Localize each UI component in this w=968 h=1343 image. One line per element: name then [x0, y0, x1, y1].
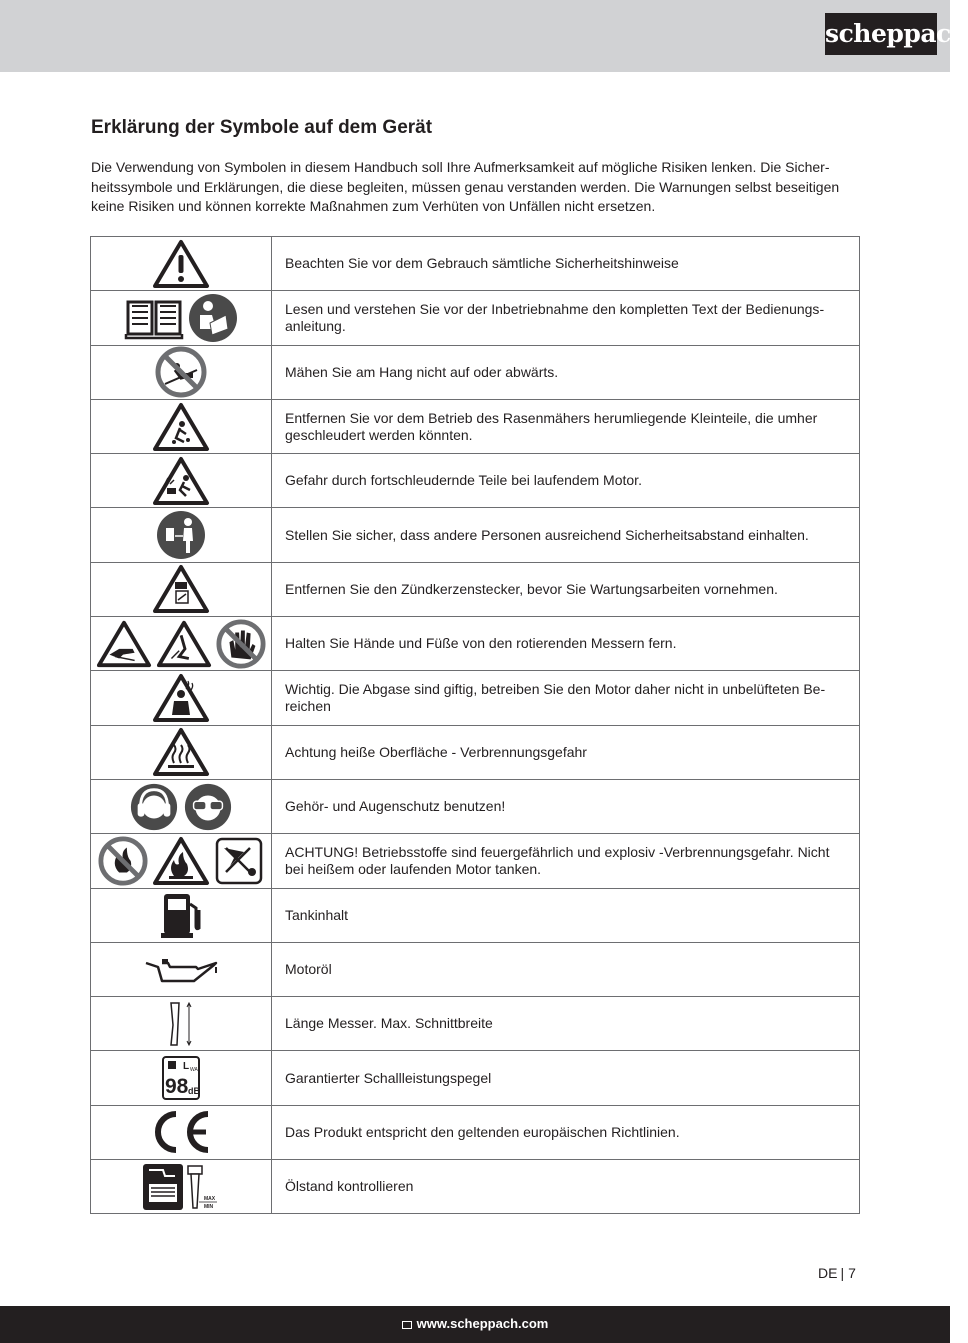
- sound-level-value: 98: [165, 1075, 189, 1099]
- symbol-description: Halten Sie Hände und Füße von den rotierenden Messern fern.: [272, 617, 860, 671]
- ear-protection-icon: [129, 782, 179, 832]
- flammable-warning-icon: [152, 836, 210, 886]
- toxic-fumes-warning-icon: [152, 673, 210, 723]
- table-row: [91, 508, 860, 562]
- table-row: [91, 671, 860, 725]
- sound-level-unit: dB: [188, 1086, 200, 1097]
- oil-level-check-icon: [141, 1162, 221, 1212]
- table-row: [91, 237, 860, 291]
- brand-logo: scheppach: [825, 13, 937, 55]
- intro-paragraph: Die Verwendung von Symbolen in diesem Handbuch soll Ihre Aufmerksamkeit auf mögliche Risiken lenken. Die Sicherheitssymbole und Erklärungen, die diese begleiten, müssen genau verstanden werden. Die Warnungen selbst beseitigen keine Risiken und können korrekte Maßnahmen zum Verhüten von Unfällen nicht ersetzen.: [91, 159, 840, 214]
- table-row: [91, 1160, 860, 1214]
- symbol-description: Lesen und verstehen Sie vor der Inbetriebnahme den kompletten Text der Bedienungsanleitung.: [272, 291, 860, 345]
- symbol-description: Beachten Sie vor dem Gebrauch sämtliche Sicherheitshinweise: [272, 237, 860, 291]
- table-row: [91, 725, 860, 779]
- page-number-value: 7: [848, 1265, 856, 1281]
- symbol-table: [90, 236, 860, 1214]
- table-row: [91, 834, 860, 888]
- table-row: [91, 1105, 860, 1159]
- table-row: [91, 617, 860, 671]
- table-row: [91, 562, 860, 616]
- symbol-description: Gefahr durch fortschleudernde Teile bei laufendem Motor.: [272, 454, 860, 508]
- symbol-cell: [91, 725, 272, 779]
- symbol-cell: [91, 1105, 272, 1159]
- symbol-description: Motoröl: [272, 942, 860, 996]
- symbol-cell: [91, 291, 272, 345]
- no-slope-mowing-icon: [155, 346, 207, 398]
- symbol-cell: [91, 617, 272, 671]
- symbol-description: Mähen Sie am Hang nicht auf oder abwärts.: [272, 345, 860, 399]
- symbol-cell: [91, 345, 272, 399]
- symbol-cell: [91, 562, 272, 616]
- symbol-cell: [91, 779, 272, 833]
- symbol-cell: [91, 942, 272, 996]
- symbol-description: Länge Messer. Max. Schnittbreite: [272, 997, 860, 1051]
- symbol-cell: [91, 454, 272, 508]
- page-language: DE: [818, 1265, 838, 1281]
- hot-surface-warning-icon: [152, 727, 210, 777]
- no-refuel-hot-engine-icon: [214, 836, 264, 886]
- table-row: [91, 399, 860, 453]
- table-row: [91, 779, 860, 833]
- spark-plug-warning-icon: [152, 564, 210, 614]
- symbol-cell: [91, 237, 272, 291]
- page-header: [0, 0, 968, 72]
- oil-min-label: MIN: [204, 1203, 214, 1210]
- symbol-cell: [91, 1160, 272, 1214]
- remove-debris-warning-icon: [152, 402, 210, 452]
- symbol-cell: [91, 888, 272, 942]
- symbol-description: Entfernen Sie den Zündkerzenstecker, bevor Sie Wartungsarbeiten vornehmen.: [272, 562, 860, 616]
- warning-exclamation-icon: [152, 239, 210, 289]
- flying-parts-warning-icon: [152, 456, 210, 506]
- symbol-description: ACHTUNG! Betriebsstoffe sind feuergefährlich und explosiv -Verbrennungsgefahr. Nicht bei heißem oder laufenden Motor tanken.: [272, 834, 860, 888]
- sound-power-level-icon: [161, 1055, 201, 1101]
- table-row: [91, 997, 860, 1051]
- no-hands-icon: [216, 619, 266, 669]
- blade-length-icon: [161, 999, 201, 1049]
- no-open-flame-icon: [98, 836, 148, 886]
- table-row: [91, 888, 860, 942]
- symbol-cell: [91, 1051, 272, 1105]
- hand-blade-warning-icon: [96, 619, 152, 669]
- table-row: [91, 1051, 860, 1105]
- table-row: [91, 345, 860, 399]
- symbol-description: Ölstand kontrollieren: [272, 1160, 860, 1214]
- symbol-cell: [91, 997, 272, 1051]
- oil-max-label: MAX: [204, 1195, 216, 1202]
- computer-icon: [402, 1321, 412, 1329]
- symbol-cell: [91, 399, 272, 453]
- oil-can-icon: [142, 951, 220, 989]
- eye-protection-icon: [183, 782, 233, 832]
- open-book-icon: [124, 296, 184, 340]
- symbol-description: Wichtig. Die Abgase sind giftig, betreiben Sie den Motor daher nicht in unbelüfteten Bereichen: [272, 671, 860, 725]
- symbol-description: Stellen Sie sicher, dass andere Personen ausreichend Sicherheitsabstand einhalten.: [272, 508, 860, 562]
- table-row: [91, 942, 860, 996]
- table-row: [91, 291, 860, 345]
- sound-lwa-subscript: WA: [190, 1067, 198, 1074]
- page-footer: [0, 1306, 950, 1343]
- symbol-description: Tankinhalt: [272, 888, 860, 942]
- page-number: DE | 7: [818, 1265, 856, 1281]
- footer-url[interactable]: www.scheppach.com: [416, 1316, 549, 1331]
- section-title: Erklärung der Symbole auf dem Gerät: [91, 117, 433, 138]
- keep-distance-icon: [155, 509, 207, 561]
- foot-blade-warning-icon: [156, 619, 212, 669]
- read-manual-icon: [188, 293, 238, 343]
- symbol-description: Das Produkt entspricht den geltenden europäischen Richtlinien.: [272, 1105, 860, 1159]
- ce-mark-icon: [148, 1108, 214, 1156]
- symbol-description: Gehör- und Augenschutz benutzen!: [272, 779, 860, 833]
- symbol-cell: [91, 508, 272, 562]
- symbol-description: Achtung heiße Oberfläche - Verbrennungsgefahr: [272, 725, 860, 779]
- symbol-description: Garantierter Schallleistungspegel: [272, 1051, 860, 1105]
- table-row: [91, 454, 860, 508]
- sound-lwa-label: L: [183, 1061, 190, 1073]
- symbol-cell: [91, 834, 272, 888]
- fuel-pump-icon: [158, 890, 204, 940]
- symbol-cell: [91, 671, 272, 725]
- symbol-description: Entfernen Sie vor dem Betrieb des Rasenmähers herumliegende Kleinteile, die umher geschleudert werden könnten.: [272, 399, 860, 453]
